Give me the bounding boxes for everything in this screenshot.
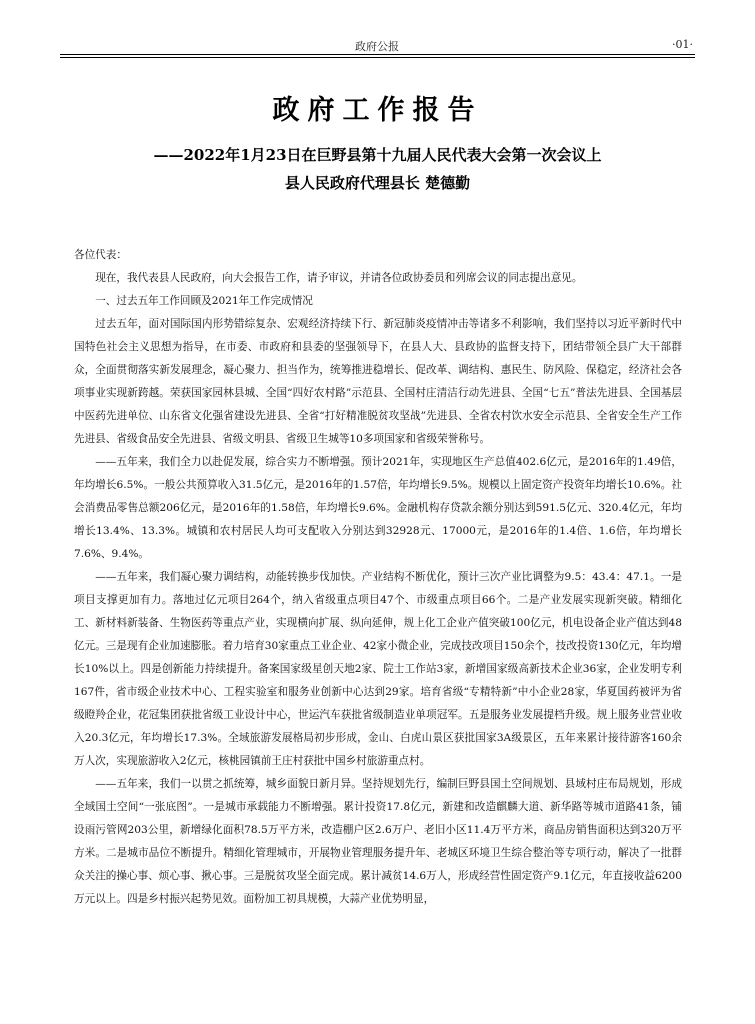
salutation: 各位代表： [74,249,127,261]
header-rule-thick [60,54,695,55]
report-subtitle: ——2022年1月23日在巨野县第十九届人民代表大会第一次会议上 [153,146,602,164]
page-header [60,36,695,54]
report-byline: 县人民政府代理县长 楚德勤 [284,174,471,192]
header-rule-thin [60,57,695,58]
report-title: 政府工作报告 [272,95,483,126]
journal-name: 政府公报 [355,40,399,53]
paragraph-overview: 过去五年，面对国际国内形势错综复杂、宏观经济持续下行、新冠肺炎疫情冲击等诸多不利影响，我们坚持以习近平新时代中国特色社会主义思想为指导，在市委、市政府和县委的坚强领导下，在县人大、县政协的监督支持下，团结带领全县广大干部群众，全面贯彻落实新发展理念，凝心聚力、担当作为，统筹推进稳增长、促改革、调结构、惠民生、防风险、保稳定，经济社会各项事业实现新跨越。荣获国家园林县城、全国“四好农村路”示范县、全国村庄清洁行动先进县、全国“七五”普法先进县、全国基层中医药先进单位、山东省文化强省建设先进县、全省“打好精准脱贫攻坚战”先进县、全省农村饮水安全示范县、全省安全生产工作先进县、省级食品安全先进县、省级文明县、省级卫生城等10多项国家和省级荣誉称号。 [74,318,682,445]
page-number: ·01· [672,38,693,51]
paragraph-structure: ——五年来，我们凝心聚力调结构，动能转换步伐加快。产业结构不断优化，预计三次产业比调整为9.5：43.4：47.1。一是项目支撑更加有力。落地过亿元项目264个，纳入省级重点项目47个、市级重点项目66个。二是产业发展实现新突破。精细化工、新材料新装备、生物医药等重点产业，实现横向扩展、纵向延伸，规上化工企业产值突破100亿元，机电设备企业产值达到48亿元。三是现有企业加速膨胀。着力培育30家重点工业企业、42家小微企业，完成技改项目150余个，技改投资130亿元，年均增长10%以上。四是创新能力持续提升。备案国家级星创天地2家、院士工作站3家，新增国家级高新技术企业36家，企业发明专利167件，省市级企业技术中心、工程实验室和服务业创新中心达到29家。培育省级“专精特新”中小企业28家，华夏国药被评为省级瞪羚企业，花冠集团获批省级工业设计中心，世运汽车获批省级制造业单项冠军。五是服务业发展提档升级。规上服务业营业收入20.3亿元，年均增长17.3%。全域旅游发展格局初步形成，金山、白虎山景区获批国家3A级景区，五年来累计接待游客160余万人次，实现旅游收入2亿元，核桃园镇前王庄村获批中国乡村旅游重点村。 [74,571,682,767]
paragraph-intro: 现在，我代表县人民政府，向大会报告工作，请予审议，并请各位政协委员和列席会议的同志提出意见。 [95,272,583,284]
report-body [74,244,682,911]
paragraph-economy: ——五年来，我们全力以赴促发展，综合实力不断增强。预计2021年，实现地区生产总值402.6亿元，是2016年的1.49倍，年均增长6.5%。一般公共预算收入31.5亿元，是2016年的1.57倍，年均增长9.5%。规模以上固定资产投资年均增长10.6%。社会消费品零售总额206亿元，是2016年的1.58倍，年均增长9.6%。金融机构存贷款余额分别达到591.5亿元、320.4亿元，年均增长13.4%、13.3%。城镇和农村居民人均可支配收入分别达到32928元、17000元，是2016年的1.4倍、1.6倍，年均增长7.6%、9.4%。 [74,456,682,560]
section-heading: 一、过去五年工作回顾及2021年工作完成情况 [95,295,313,307]
paragraph-urban-rural: ——五年来，我们一以贯之抓统筹，城乡面貌日新月异。坚持规划先行，编制巨野县国土空间规划、县域村庄布局规划，形成全域国土空间“一张底图”。一是城市承载能力不断增强。累计投资17.8亿元，新建和改造麒麟大道、新华路等城市道路41条，铺设雨污管网203公里，新增绿化面积78.5万平方米，改造棚户区2.6万户、老旧小区11.4万平方米，商品房销售面积达到320万平方米。二是城市品位不断提升。精细化管理城市，开展物业管理服务提升年、老城区环境卫生综合整治等专项行动，解决了一批群众关注的操心事、烦心事、揪心事。三是脱贫攻坚全面完成。累计减贫14.6万人，形成经营性固定资产9.1亿元，年直接收益6200万元以上。四是乡村振兴起势见效。面粉加工初具规模，大蒜产业优势明显， [74,778,682,905]
